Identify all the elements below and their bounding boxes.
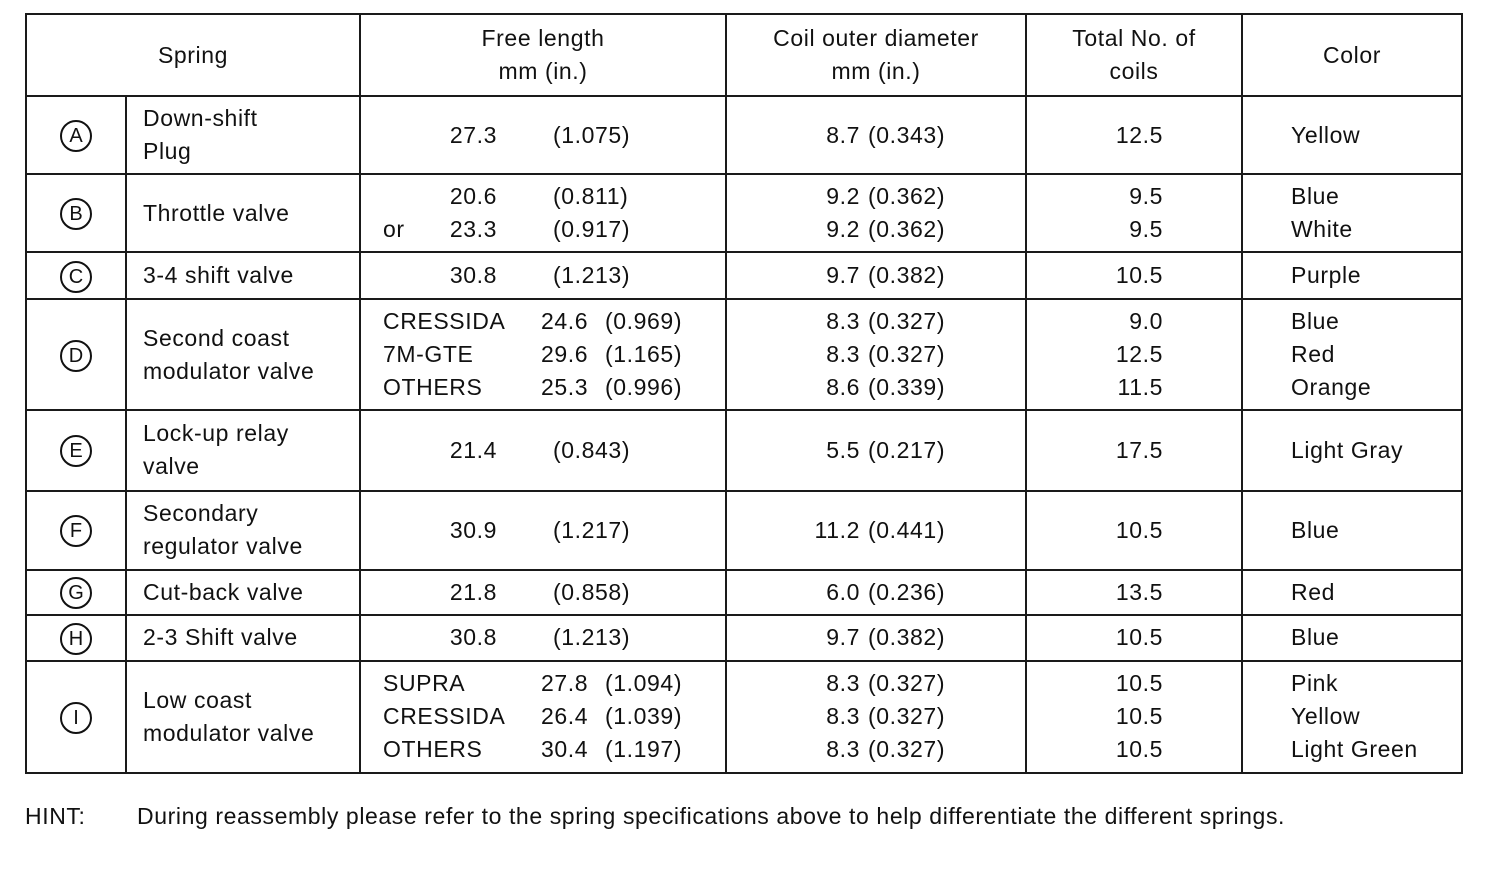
header-spring: Spring [26, 14, 360, 96]
spring-letter-cell [26, 615, 126, 661]
header-row [26, 14, 1462, 96]
table-row [26, 299, 1462, 410]
hint-label: HINT: [25, 803, 86, 829]
table-row [26, 252, 1462, 299]
free-length-cell: 20.6 (0.811) or 23.3 (0.917) [360, 174, 726, 252]
table-row [26, 410, 1462, 490]
spring-letter-cell [26, 174, 126, 252]
coil-diameter-cell: 8.3 (0.327) 8.3 (0.327) 8.3 (0.327) [726, 661, 1026, 773]
coils-cell: 9.0 12.5 11.5 [1026, 299, 1242, 410]
table-row [26, 661, 1462, 773]
color-cell: Blue White [1242, 174, 1462, 252]
circled-letter-b: B [60, 198, 92, 230]
spring-letter-cell [26, 410, 126, 490]
color-cell: Yellow [1242, 96, 1462, 174]
spring-name-cell: 3-4 shift valve [126, 252, 360, 299]
color-cell: Blue [1242, 615, 1462, 661]
spring-name-cell: Secondary regulator valve [126, 491, 360, 570]
spring-letter-cell [26, 491, 126, 570]
coils-cell: 10.5 10.5 10.5 [1026, 661, 1242, 773]
coils-cell: 10.5 [1026, 615, 1242, 661]
spring-name-cell: Lock-up relay valve [126, 410, 360, 490]
hint-note [25, 800, 1475, 833]
spring-letter-cell [26, 570, 126, 615]
spring-letter-cell [26, 299, 126, 410]
hint-text: During reassembly please refer to the spring specifications above to help differentiate the different springs. [137, 803, 1286, 829]
color-cell: Purple [1242, 252, 1462, 299]
free-length-cell: 30.8 (1.213) [360, 615, 726, 661]
circled-letter-a: A [60, 120, 92, 152]
color-cell: Blue Red Orange [1242, 299, 1462, 410]
free-length-cell: 27.3 (1.075) [360, 96, 726, 174]
spring-name-cell: Cut-back valve [126, 570, 360, 615]
coil-diameter-cell: 6.0 (0.236) [726, 570, 1026, 615]
header-coil-outer-diameter: Coil outer diameter mm (in.) [726, 14, 1026, 96]
color-cell: Light Gray [1242, 410, 1462, 490]
color-cell: Blue [1242, 491, 1462, 570]
table-row [26, 570, 1462, 615]
table-row [26, 491, 1462, 570]
coils-cell: 17.5 [1026, 410, 1242, 490]
coils-cell: 13.5 [1026, 570, 1242, 615]
coil-diameter-cell: 8.3 (0.327) 8.3 (0.327) 8.6 (0.339) [726, 299, 1026, 410]
coils-cell: 12.5 [1026, 96, 1242, 174]
coil-diameter-cell: 9.7 (0.382) [726, 252, 1026, 299]
circled-letter-i: I [60, 702, 92, 734]
coil-diameter-cell: 9.2 (0.362) 9.2 (0.362) [726, 174, 1026, 252]
free-length-cell: CRESSIDA 24.6 (0.969) 7M-GTE 29.6 (1.165) OTHERS 25.3 (0.996) [360, 299, 726, 410]
coil-diameter-cell: 11.2 (0.441) [726, 491, 1026, 570]
header-color: Color [1242, 14, 1462, 96]
header-total-coils: Total No. of coils [1026, 14, 1242, 96]
spring-letter-cell [26, 661, 126, 773]
spring-name-cell: Throttle valve [126, 174, 360, 252]
spring-letter-cell [26, 252, 126, 299]
header-free-length: Free length mm (in.) [360, 14, 726, 96]
coil-diameter-cell: 8.7 (0.343) [726, 96, 1026, 174]
color-cell: Pink Yellow Light Green [1242, 661, 1462, 773]
coils-cell: 9.5 9.5 [1026, 174, 1242, 252]
table-row [26, 96, 1462, 174]
circled-letter-h: H [60, 623, 92, 655]
free-length-cell: 21.4 (0.843) [360, 410, 726, 490]
spring-letter-cell [26, 96, 126, 174]
coil-diameter-cell: 5.5 (0.217) [726, 410, 1026, 490]
spring-name-cell: Low coast modulator valve [126, 661, 360, 773]
table-row [26, 174, 1462, 252]
circled-letter-d: D [60, 340, 92, 372]
free-length-cell: 30.9 (1.217) [360, 491, 726, 570]
circled-letter-g: G [60, 577, 92, 609]
color-cell: Red [1242, 570, 1462, 615]
spring-spec-table [25, 13, 1463, 774]
spring-name-cell: Second coast modulator valve [126, 299, 360, 410]
coils-cell: 10.5 [1026, 491, 1242, 570]
circled-letter-e: E [60, 435, 92, 467]
circled-letter-f: F [60, 515, 92, 547]
free-length-cell: 30.8 (1.213) [360, 252, 726, 299]
coils-cell: 10.5 [1026, 252, 1242, 299]
free-length-cell: 21.8 (0.858) [360, 570, 726, 615]
circled-letter-c: C [60, 261, 92, 293]
spring-name-cell: 2-3 Shift valve [126, 615, 360, 661]
coil-diameter-cell: 9.7 (0.382) [726, 615, 1026, 661]
spring-name-cell: Down-shift Plug [126, 96, 360, 174]
table-row [26, 615, 1462, 661]
free-length-cell: SUPRA 27.8 (1.094) CRESSIDA 26.4 (1.039) OTHERS 30.4 (1.197) [360, 661, 726, 773]
